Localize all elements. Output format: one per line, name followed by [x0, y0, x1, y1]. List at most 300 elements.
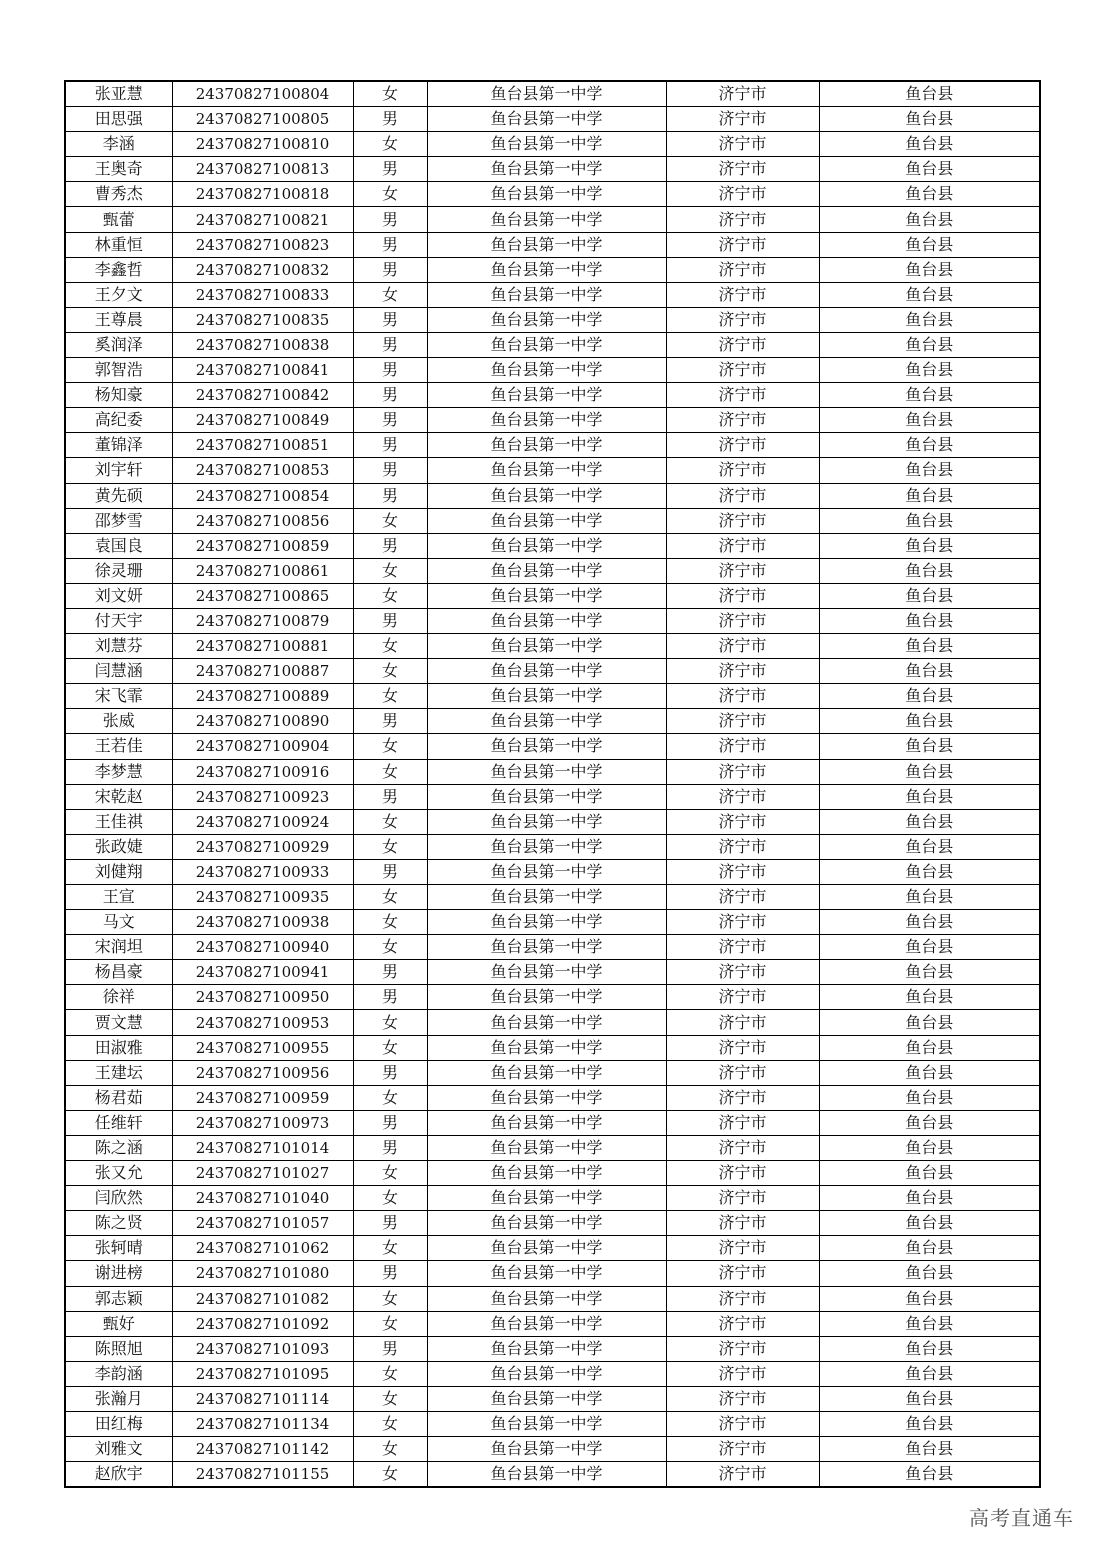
- county-cell: 鱼台县: [819, 232, 1040, 257]
- gender-cell: 男: [353, 1135, 427, 1160]
- student-name-cell: 刘慧芬: [65, 634, 172, 659]
- exam-number-cell: 24370827101062: [172, 1236, 353, 1261]
- city-cell: 济宁市: [666, 985, 819, 1010]
- county-cell: 鱼台县: [819, 885, 1040, 910]
- table-row: [65, 1161, 1040, 1186]
- table-row: [65, 132, 1040, 157]
- city-cell: 济宁市: [666, 960, 819, 985]
- county-cell: 鱼台县: [819, 383, 1040, 408]
- city-cell: 济宁市: [666, 709, 819, 734]
- exam-number-cell: 24370827101134: [172, 1411, 353, 1436]
- school-cell: 鱼台县第一中学: [427, 1311, 666, 1336]
- student-name-cell: 徐灵珊: [65, 558, 172, 583]
- school-cell: 鱼台县第一中学: [427, 759, 666, 784]
- exam-number-cell: 24370827100953: [172, 1010, 353, 1035]
- exam-number-cell: 24370827100935: [172, 885, 353, 910]
- city-cell: 济宁市: [666, 483, 819, 508]
- table-row: [65, 809, 1040, 834]
- county-cell: 鱼台县: [819, 332, 1040, 357]
- school-cell: 鱼台县第一中学: [427, 684, 666, 709]
- county-cell: 鱼台县: [819, 1060, 1040, 1085]
- student-name-cell: 刘雅文: [65, 1437, 172, 1462]
- city-cell: 济宁市: [666, 1361, 819, 1386]
- school-cell: 鱼台县第一中学: [427, 558, 666, 583]
- student-name-cell: 杨君茹: [65, 1085, 172, 1110]
- city-cell: 济宁市: [666, 558, 819, 583]
- table-row: [65, 1462, 1040, 1488]
- student-name-cell: 马文: [65, 910, 172, 935]
- exam-number-cell: 24370827100851: [172, 433, 353, 458]
- county-cell: 鱼台县: [819, 784, 1040, 809]
- school-cell: 鱼台县第一中学: [427, 583, 666, 608]
- county-cell: 鱼台县: [819, 408, 1040, 433]
- county-cell: 鱼台县: [819, 1161, 1040, 1186]
- city-cell: 济宁市: [666, 458, 819, 483]
- county-cell: 鱼台县: [819, 81, 1040, 107]
- gender-cell: 女: [353, 1161, 427, 1186]
- county-cell: 鱼台县: [819, 1035, 1040, 1060]
- gender-cell: 女: [353, 684, 427, 709]
- city-cell: 济宁市: [666, 107, 819, 132]
- student-name-cell: 王若佳: [65, 734, 172, 759]
- city-cell: 济宁市: [666, 935, 819, 960]
- exam-number-cell: 24370827100956: [172, 1060, 353, 1085]
- exam-number-cell: 24370827100861: [172, 558, 353, 583]
- county-cell: 鱼台县: [819, 508, 1040, 533]
- county-cell: 鱼台县: [819, 533, 1040, 558]
- county-cell: 鱼台县: [819, 1311, 1040, 1336]
- city-cell: 济宁市: [666, 1411, 819, 1436]
- school-cell: 鱼台县第一中学: [427, 1060, 666, 1085]
- county-cell: 鱼台县: [819, 1211, 1040, 1236]
- table-row: [65, 1035, 1040, 1060]
- gender-cell: 女: [353, 659, 427, 684]
- table-row: [65, 834, 1040, 859]
- student-name-cell: 袁国良: [65, 533, 172, 558]
- table-row: [65, 1110, 1040, 1135]
- school-cell: 鱼台县第一中学: [427, 1010, 666, 1035]
- exam-number-cell: 24370827101142: [172, 1437, 353, 1462]
- county-cell: 鱼台县: [819, 1186, 1040, 1211]
- city-cell: 济宁市: [666, 1085, 819, 1110]
- student-name-cell: 黄先硕: [65, 483, 172, 508]
- table-row: [65, 558, 1040, 583]
- city-cell: 济宁市: [666, 885, 819, 910]
- gender-cell: 男: [353, 1261, 427, 1286]
- student-name-cell: 徐祥: [65, 985, 172, 1010]
- city-cell: 济宁市: [666, 1211, 819, 1236]
- table-row: [65, 533, 1040, 558]
- table-row: [65, 1411, 1040, 1436]
- county-cell: 鱼台县: [819, 634, 1040, 659]
- student-name-cell: 张又允: [65, 1161, 172, 1186]
- gender-cell: 女: [353, 910, 427, 935]
- school-cell: 鱼台县第一中学: [427, 282, 666, 307]
- table-row: [65, 332, 1040, 357]
- county-cell: 鱼台县: [819, 1010, 1040, 1035]
- city-cell: 济宁市: [666, 859, 819, 884]
- gender-cell: 男: [353, 483, 427, 508]
- table-row: [65, 985, 1040, 1010]
- table-row: [65, 182, 1040, 207]
- city-cell: 济宁市: [666, 734, 819, 759]
- gender-cell: 女: [353, 1411, 427, 1436]
- county-cell: 鱼台县: [819, 734, 1040, 759]
- county-cell: 鱼台县: [819, 433, 1040, 458]
- gender-cell: 男: [353, 257, 427, 282]
- exam-number-cell: 24370827100890: [172, 709, 353, 734]
- exam-number-cell: 24370827100835: [172, 307, 353, 332]
- city-cell: 济宁市: [666, 508, 819, 533]
- table-row: [65, 81, 1040, 107]
- gender-cell: 男: [353, 709, 427, 734]
- school-cell: 鱼台县第一中学: [427, 1035, 666, 1060]
- city-cell: 济宁市: [666, 132, 819, 157]
- school-cell: 鱼台县第一中学: [427, 332, 666, 357]
- school-cell: 鱼台县第一中学: [427, 659, 666, 684]
- table-row: [65, 659, 1040, 684]
- exam-number-cell: 24370827100887: [172, 659, 353, 684]
- county-cell: 鱼台县: [819, 458, 1040, 483]
- student-name-cell: 宋乾赵: [65, 784, 172, 809]
- gender-cell: 女: [353, 1010, 427, 1035]
- city-cell: 济宁市: [666, 809, 819, 834]
- city-cell: 济宁市: [666, 358, 819, 383]
- city-cell: 济宁市: [666, 1135, 819, 1160]
- table-row: [65, 483, 1040, 508]
- city-cell: 济宁市: [666, 1236, 819, 1261]
- county-cell: 鱼台县: [819, 859, 1040, 884]
- student-name-cell: 李梦慧: [65, 759, 172, 784]
- exam-number-cell: 24370827101092: [172, 1311, 353, 1336]
- gender-cell: 女: [353, 558, 427, 583]
- school-cell: 鱼台县第一中学: [427, 433, 666, 458]
- school-cell: 鱼台县第一中学: [427, 1135, 666, 1160]
- county-cell: 鱼台县: [819, 709, 1040, 734]
- exam-number-cell: 24370827100959: [172, 1085, 353, 1110]
- city-cell: 济宁市: [666, 659, 819, 684]
- city-cell: 济宁市: [666, 684, 819, 709]
- gender-cell: 男: [353, 1336, 427, 1361]
- county-cell: 鱼台县: [819, 132, 1040, 157]
- table-row: [65, 1386, 1040, 1411]
- student-name-cell: 张亚慧: [65, 81, 172, 107]
- city-cell: 济宁市: [666, 1010, 819, 1035]
- exam-number-cell: 24370827100810: [172, 132, 353, 157]
- table-row: [65, 433, 1040, 458]
- exam-number-cell: 24370827100950: [172, 985, 353, 1010]
- student-name-cell: 田红梅: [65, 1411, 172, 1436]
- city-cell: 济宁市: [666, 307, 819, 332]
- school-cell: 鱼台县第一中学: [427, 608, 666, 633]
- city-cell: 济宁市: [666, 1035, 819, 1060]
- gender-cell: 女: [353, 734, 427, 759]
- gender-cell: 女: [353, 885, 427, 910]
- exam-number-cell: 24370827101057: [172, 1211, 353, 1236]
- exam-number-cell: 24370827101040: [172, 1186, 353, 1211]
- exam-number-cell: 24370827100823: [172, 232, 353, 257]
- city-cell: 济宁市: [666, 759, 819, 784]
- school-cell: 鱼台县第一中学: [427, 1236, 666, 1261]
- city-cell: 济宁市: [666, 332, 819, 357]
- city-cell: 济宁市: [666, 433, 819, 458]
- table-row: [65, 1261, 1040, 1286]
- exam-number-cell: 24370827100924: [172, 809, 353, 834]
- county-cell: 鱼台县: [819, 1386, 1040, 1411]
- school-cell: 鱼台县第一中学: [427, 885, 666, 910]
- school-cell: 鱼台县第一中学: [427, 935, 666, 960]
- school-cell: 鱼台县第一中学: [427, 1336, 666, 1361]
- county-cell: 鱼台县: [819, 809, 1040, 834]
- school-cell: 鱼台县第一中学: [427, 834, 666, 859]
- student-name-cell: 刘文妍: [65, 583, 172, 608]
- school-cell: 鱼台县第一中学: [427, 1386, 666, 1411]
- exam-number-cell: 24370827100832: [172, 257, 353, 282]
- gender-cell: 男: [353, 985, 427, 1010]
- exam-number-cell: 24370827101082: [172, 1286, 353, 1311]
- exam-number-cell: 24370827100841: [172, 358, 353, 383]
- table-row: [65, 1236, 1040, 1261]
- city-cell: 济宁市: [666, 207, 819, 232]
- exam-number-cell: 24370827101014: [172, 1135, 353, 1160]
- exam-number-cell: 24370827101114: [172, 1386, 353, 1411]
- school-cell: 鱼台县第一中学: [427, 709, 666, 734]
- student-name-cell: 陈之涵: [65, 1135, 172, 1160]
- table-row: [65, 910, 1040, 935]
- exam-number-cell: 24370827101093: [172, 1336, 353, 1361]
- exam-number-cell: 24370827100955: [172, 1035, 353, 1060]
- school-cell: 鱼台县第一中学: [427, 859, 666, 884]
- table-row: [65, 458, 1040, 483]
- gender-cell: 女: [353, 583, 427, 608]
- school-cell: 鱼台县第一中学: [427, 1186, 666, 1211]
- gender-cell: 男: [353, 608, 427, 633]
- gender-cell: 女: [353, 1361, 427, 1386]
- county-cell: 鱼台县: [819, 684, 1040, 709]
- exam-number-cell: 24370827100821: [172, 207, 353, 232]
- table-row: [65, 282, 1040, 307]
- exam-number-cell: 24370827100849: [172, 408, 353, 433]
- student-name-cell: 王奥奇: [65, 157, 172, 182]
- city-cell: 济宁市: [666, 282, 819, 307]
- exam-number-cell: 24370827100973: [172, 1110, 353, 1135]
- county-cell: 鱼台县: [819, 1236, 1040, 1261]
- student-name-cell: 杨昌豪: [65, 960, 172, 985]
- student-name-cell: 闫欣然: [65, 1186, 172, 1211]
- table-row: [65, 784, 1040, 809]
- table-row: [65, 759, 1040, 784]
- city-cell: 济宁市: [666, 608, 819, 633]
- city-cell: 济宁市: [666, 784, 819, 809]
- student-name-cell: 郭智浩: [65, 358, 172, 383]
- school-cell: 鱼台县第一中学: [427, 1437, 666, 1462]
- gender-cell: 男: [353, 960, 427, 985]
- exam-number-cell: 24370827101080: [172, 1261, 353, 1286]
- school-cell: 鱼台县第一中学: [427, 1261, 666, 1286]
- exam-number-cell: 24370827101095: [172, 1361, 353, 1386]
- school-cell: 鱼台县第一中学: [427, 508, 666, 533]
- table-row: [65, 307, 1040, 332]
- city-cell: 济宁市: [666, 1462, 819, 1488]
- table-row: [65, 1286, 1040, 1311]
- county-cell: 鱼台县: [819, 659, 1040, 684]
- gender-cell: 女: [353, 132, 427, 157]
- exam-number-cell: 24370827100929: [172, 834, 353, 859]
- exam-number-cell: 24370827100838: [172, 332, 353, 357]
- table-row: [65, 960, 1040, 985]
- gender-cell: 男: [353, 433, 427, 458]
- student-name-cell: 张瀚月: [65, 1386, 172, 1411]
- school-cell: 鱼台县第一中学: [427, 408, 666, 433]
- city-cell: 济宁市: [666, 1186, 819, 1211]
- county-cell: 鱼台县: [819, 1110, 1040, 1135]
- school-cell: 鱼台县第一中学: [427, 1211, 666, 1236]
- exam-number-cell: 24370827100933: [172, 859, 353, 884]
- school-cell: 鱼台县第一中学: [427, 910, 666, 935]
- exam-number-cell: 24370827100916: [172, 759, 353, 784]
- city-cell: 济宁市: [666, 81, 819, 107]
- gender-cell: 女: [353, 182, 427, 207]
- gender-cell: 女: [353, 282, 427, 307]
- table-row: [65, 1336, 1040, 1361]
- gender-cell: 女: [353, 1286, 427, 1311]
- county-cell: 鱼台县: [819, 207, 1040, 232]
- county-cell: 鱼台县: [819, 759, 1040, 784]
- exam-number-cell: 24370827101155: [172, 1462, 353, 1488]
- student-roster-table: [64, 80, 1041, 1488]
- county-cell: 鱼台县: [819, 257, 1040, 282]
- gender-cell: 男: [353, 157, 427, 182]
- exam-number-cell: 24370827100879: [172, 608, 353, 633]
- exam-number-cell: 24370827100856: [172, 508, 353, 533]
- city-cell: 济宁市: [666, 910, 819, 935]
- student-name-cell: 高纪委: [65, 408, 172, 433]
- table-row: [65, 634, 1040, 659]
- county-cell: 鱼台县: [819, 1411, 1040, 1436]
- table-row: [65, 734, 1040, 759]
- student-name-cell: 宋润坦: [65, 935, 172, 960]
- student-name-cell: 郭志颖: [65, 1286, 172, 1311]
- gender-cell: 男: [353, 232, 427, 257]
- exam-number-cell: 24370827100854: [172, 483, 353, 508]
- school-cell: 鱼台县第一中学: [427, 533, 666, 558]
- table-row: [65, 383, 1040, 408]
- student-name-cell: 林重恒: [65, 232, 172, 257]
- school-cell: 鱼台县第一中学: [427, 1110, 666, 1135]
- school-cell: 鱼台县第一中学: [427, 232, 666, 257]
- exam-number-cell: 24370827100853: [172, 458, 353, 483]
- table-row: [65, 583, 1040, 608]
- county-cell: 鱼台县: [819, 182, 1040, 207]
- exam-number-cell: 24370827100833: [172, 282, 353, 307]
- table-row: [65, 935, 1040, 960]
- student-name-cell: 甄蕾: [65, 207, 172, 232]
- student-name-cell: 陈之贤: [65, 1211, 172, 1236]
- gender-cell: 男: [353, 408, 427, 433]
- student-name-cell: 甄好: [65, 1311, 172, 1336]
- table-row: [65, 684, 1040, 709]
- school-cell: 鱼台县第一中学: [427, 1161, 666, 1186]
- student-name-cell: 李韵涵: [65, 1361, 172, 1386]
- school-cell: 鱼台县第一中学: [427, 157, 666, 182]
- exam-number-cell: 24370827100938: [172, 910, 353, 935]
- table-row: [65, 157, 1040, 182]
- city-cell: 济宁市: [666, 1386, 819, 1411]
- city-cell: 济宁市: [666, 1110, 819, 1135]
- city-cell: 济宁市: [666, 1286, 819, 1311]
- table-row: [65, 709, 1040, 734]
- watermark-text: 高考直通车: [969, 1506, 1074, 1530]
- school-cell: 鱼台县第一中学: [427, 358, 666, 383]
- county-cell: 鱼台县: [819, 1135, 1040, 1160]
- roster-body: [65, 81, 1040, 1487]
- gender-cell: 女: [353, 935, 427, 960]
- exam-number-cell: 24370827100804: [172, 81, 353, 107]
- school-cell: 鱼台县第一中学: [427, 107, 666, 132]
- county-cell: 鱼台县: [819, 1361, 1040, 1386]
- city-cell: 济宁市: [666, 1437, 819, 1462]
- gender-cell: 女: [353, 634, 427, 659]
- table-row: [65, 1211, 1040, 1236]
- table-row: [65, 257, 1040, 282]
- gender-cell: 女: [353, 1386, 427, 1411]
- school-cell: 鱼台县第一中学: [427, 734, 666, 759]
- table-row: [65, 232, 1040, 257]
- student-name-cell: 王夕文: [65, 282, 172, 307]
- student-name-cell: 李鑫哲: [65, 257, 172, 282]
- table-row: [65, 608, 1040, 633]
- county-cell: 鱼台县: [819, 1085, 1040, 1110]
- student-name-cell: 赵欣宇: [65, 1462, 172, 1488]
- city-cell: 济宁市: [666, 408, 819, 433]
- student-name-cell: 宋飞霏: [65, 684, 172, 709]
- school-cell: 鱼台县第一中学: [427, 383, 666, 408]
- gender-cell: 女: [353, 834, 427, 859]
- student-name-cell: 王建坛: [65, 1060, 172, 1085]
- county-cell: 鱼台县: [819, 834, 1040, 859]
- gender-cell: 女: [353, 1085, 427, 1110]
- city-cell: 济宁市: [666, 1060, 819, 1085]
- gender-cell: 男: [353, 533, 427, 558]
- gender-cell: 男: [353, 1060, 427, 1085]
- table-row: [65, 1135, 1040, 1160]
- gender-cell: 男: [353, 207, 427, 232]
- gender-cell: 女: [353, 1236, 427, 1261]
- school-cell: 鱼台县第一中学: [427, 257, 666, 282]
- table-row: [65, 1010, 1040, 1035]
- student-name-cell: 王佳祺: [65, 809, 172, 834]
- city-cell: 济宁市: [666, 1311, 819, 1336]
- school-cell: 鱼台县第一中学: [427, 182, 666, 207]
- table-row: [65, 408, 1040, 433]
- gender-cell: 男: [353, 1211, 427, 1236]
- exam-number-cell: 24370827100904: [172, 734, 353, 759]
- exam-number-cell: 24370827100859: [172, 533, 353, 558]
- table-row: [65, 859, 1040, 884]
- exam-number-cell: 24370827100923: [172, 784, 353, 809]
- gender-cell: 男: [353, 307, 427, 332]
- school-cell: 鱼台县第一中学: [427, 132, 666, 157]
- table-row: [65, 1361, 1040, 1386]
- student-name-cell: 张政婕: [65, 834, 172, 859]
- exam-number-cell: 24370827100941: [172, 960, 353, 985]
- table-row: [65, 1311, 1040, 1336]
- school-cell: 鱼台县第一中学: [427, 985, 666, 1010]
- table-row: [65, 885, 1040, 910]
- county-cell: 鱼台县: [819, 157, 1040, 182]
- county-cell: 鱼台县: [819, 1286, 1040, 1311]
- gender-cell: 男: [353, 107, 427, 132]
